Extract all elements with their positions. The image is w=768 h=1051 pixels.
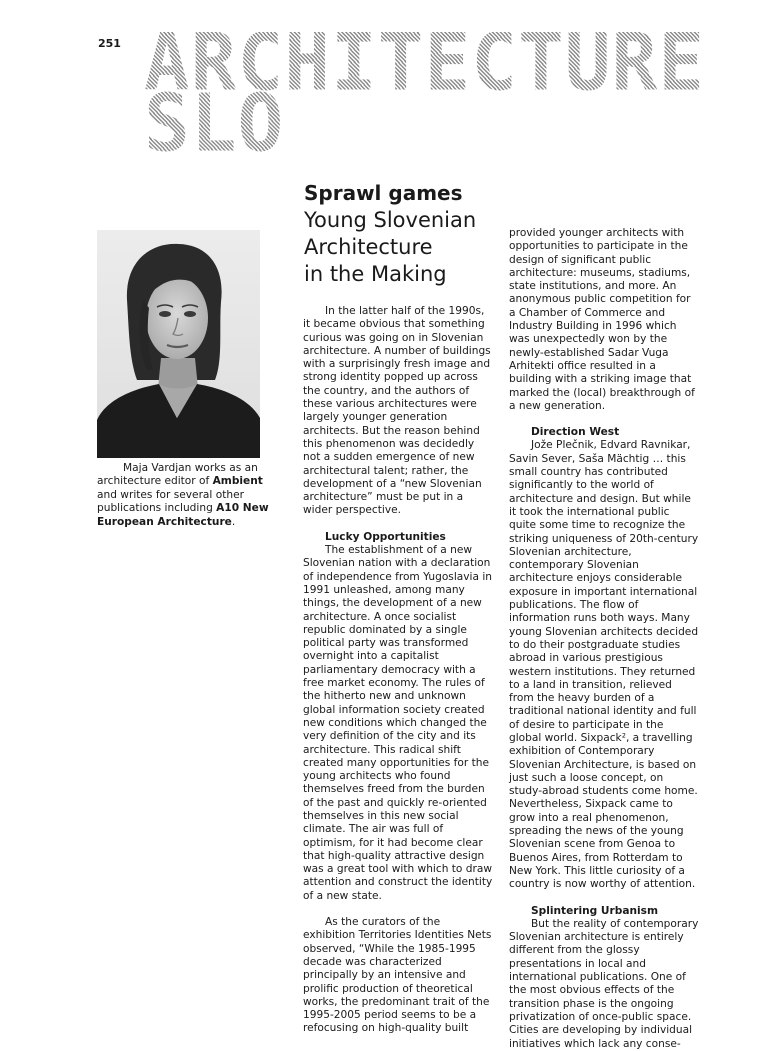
article-subtitle-line-2: Architecture <box>304 235 433 259</box>
author-portrait <box>97 230 260 458</box>
section-heading-lucky-opportunities: Lucky Opportunities <box>325 530 446 543</box>
col1-paragraph-2: The establishment of a new Slovenian nation with a declaration of independence from Yugoslavia in 1991 unleashed, among many things, the development of a new architecture. A once socialist republic dominated by a single political party was transformed overnight into a capitalist parliamentary democracy with a free market economy. The rules of the hitherto new and unknown global information society created new conditions which changed the very definition of the city and its architecture. This radical shift created many opportunities for the young architects who found themselves freed from the burden of the past and quickly re-oriented themselves in this new social climate. The air was full of optimism, for it had become clear that high-quality attractive design was a great tool with which to draw attention and construct the identity of a new state. <box>303 544 493 902</box>
article-subtitle-line-1: Young Slovenian <box>304 208 477 232</box>
caption-prefix: Maja Vardjan works as an architecture editor of <box>97 462 258 488</box>
caption-magazine: Ambient <box>212 475 263 488</box>
article-heading <box>304 179 504 288</box>
section-heading-splintering-urbanism: Splintering Urbanism <box>531 904 659 917</box>
col2-paragraph-1: provided younger architects with opportunities to participate in the design of significant public architecture: museums, stadiums, state institutions, and more. An anonymous public competition for a Chamber of Commerce and Industry Building in 1996 which was unexpectedly won by the newly-established Sadar Vuga Arhitekti office resulted in a building with a striking image that marked the (local) breakthrough of a new generation. <box>509 227 695 412</box>
section-heading-direction-west: Direction West <box>531 426 620 439</box>
portrait-illustration <box>97 230 260 458</box>
col2-paragraph-3: But the reality of contemporary Slovenian architecture is entirely different from the glossy presentations in local and international publications. One of the most obvious effects of the transition phase is the ongoing privatization of once-public space. Cities are developing by individual initiatives which lack any conse- <box>509 917 699 1050</box>
author-caption <box>97 462 279 529</box>
masthead-title <box>144 15 706 170</box>
article-title: Sprawl games <box>304 181 463 205</box>
col2-paragraph-2: Jože Plečnik, Edvard Ravnikar, Savin Sever, Saša Mächtig … this small country has contributed significantly to the world of architecture and design. But while it took the international public quite some time to recognize the striking uniqueness of 20th-century Slovenian architecture, contemporary Slovenian architecture enjoys considerable exposure in important international publications. The flow of information runs both ways. Many young Slovenian architects decided to do their postgraduate studies abroad in various prestigious western institutions. They returned to a land in transition, relieved from the heavy burden of a traditional national identity and full of desire to participate in the global world. Sixpack², a travelling exhibition of Contemporary Slovenian Architecture, is based on just such a loose concept, on study-abroad students come home. Nevertheless, Sixpack came to grow into a real phenomenon, spreading the news of the young Slovenian scene from Genoa to Buenos Aires, from Rotterdam to New York. This little curiosity of a country is now worthy of attention. <box>509 439 699 891</box>
col1-paragraph-1: In the latter half of the 1990s, it became obvious that something curious was going on in Slovenian architecture. A number of buildings with a surprisingly fresh image and strong identity popped up across the country, and the authors of these various architectures were largely younger generation architects. But the reason behind this phenomenon was decidedly not a sudden emergence of new architectural talent; rather, the development of a “new Slovenian architecture” must be put in a wider perspective. <box>303 305 491 517</box>
article-subtitle-line-3: in the Making <box>304 262 447 286</box>
caption-publication: A10 New European Architecture <box>97 502 269 528</box>
caption-middle: and writes for several other publications including <box>97 488 244 515</box>
masthead-line-2: SLO <box>144 76 285 170</box>
caption-text <box>97 462 279 529</box>
masthead-line-1: ARCHITECTURE <box>144 15 706 109</box>
article-column-1 <box>303 305 493 1036</box>
page-number: 251 <box>98 37 121 50</box>
caption-suffix: . <box>231 515 236 528</box>
article-column-2 <box>509 227 699 1051</box>
col1-paragraph-3: As the curators of the exhibition Territories Identities Nets observed, “While the 1985-1995 decade was characterized principally by an intensive and prolific production of theoretical works, the predominant trait of the 1995-2005 period seems to be a refocusing on high-quality built <box>303 916 492 1035</box>
